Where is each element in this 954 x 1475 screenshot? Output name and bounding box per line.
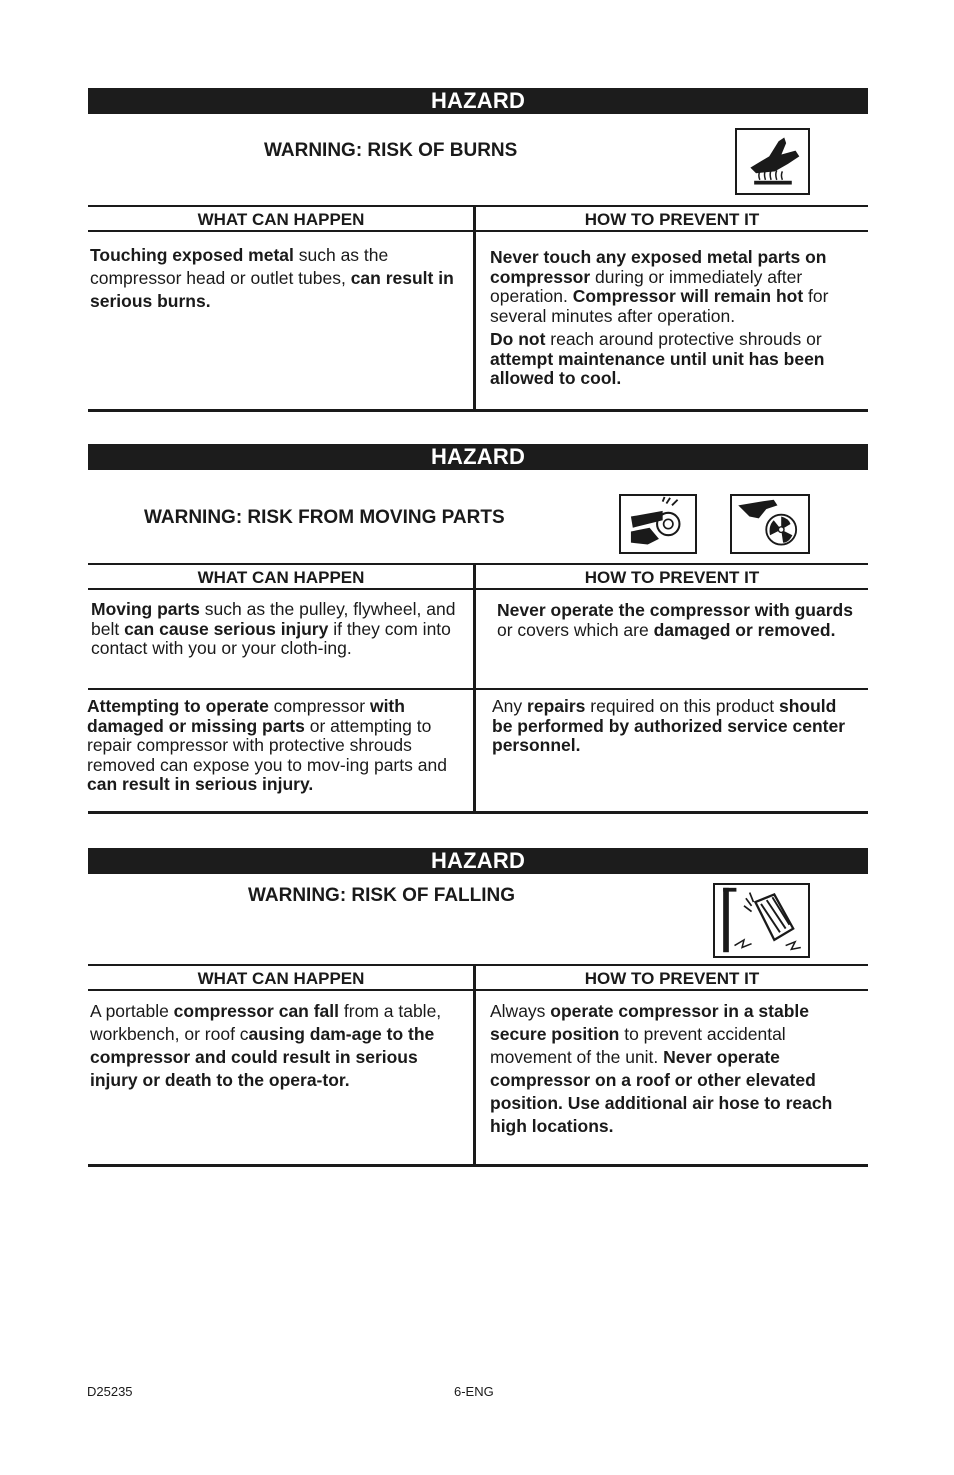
body-text: or attempting to repair compressor with protective shrouds removed can expose you to mov-ing parts and [87, 715, 447, 775]
cell-what-burns [90, 244, 462, 313]
cell-how-burns [490, 248, 858, 389]
emphasis-text: ausing dam-age to the compressor and could result in serious injury or death to the opera-tor. [90, 1024, 435, 1090]
prevention-paragraph [490, 1000, 862, 1138]
emphasis-text: compressor can fall [173, 1001, 340, 1021]
cell-what-moving-parts [91, 600, 463, 659]
emphasis-text: damaged or removed. [653, 619, 836, 640]
hazard-banner: HAZARD [88, 848, 868, 874]
column-header-what: WHAT CAN HAPPEN [197, 210, 365, 229]
body-text: required on this product [585, 696, 779, 716]
hazard-banner: HAZARD [88, 88, 868, 114]
prevention-paragraph [490, 330, 858, 389]
warning-title-burns: WARNING: RISK OF BURNS [264, 140, 518, 161]
body-text: or covers which are [497, 619, 654, 640]
column-header-what: WHAT CAN HAPPEN [197, 969, 365, 988]
emphasis-text: with damaged or missing parts [87, 696, 405, 736]
body-text: Always [490, 1001, 551, 1021]
belt-entanglement-icon [619, 494, 697, 554]
hot-surface-icon [735, 128, 810, 195]
column-header-how: HOW TO PREVENT IT [584, 568, 760, 587]
prevention-paragraph [490, 248, 858, 326]
emphasis-text: attempt maintenance until unit has been allowed to cool. [490, 348, 825, 388]
emphasis-text: should be performed by authorized service center personnel. [492, 696, 846, 755]
emphasis-text: Do not [490, 329, 546, 349]
body-text: such as the pulley, flywheel, and belt [91, 599, 456, 639]
page-number: 6-ENG [454, 1384, 494, 1399]
emphasis-text: repairs [527, 696, 586, 716]
body-text: to prevent accidental movement of the unit. [490, 1024, 786, 1067]
prevention-paragraph [497, 601, 859, 640]
hazard-banner: HAZARD [88, 444, 868, 470]
body-text: compressor [268, 696, 370, 716]
body-text: from a table, workbench, or roof c [90, 1001, 442, 1044]
body-text: if they com into contact with you or your cloth-ing. [91, 618, 451, 658]
emphasis-text: Touching exposed metal [90, 245, 294, 265]
body-text: reach around protective shrouds or [545, 329, 822, 349]
emphasis-text: Never touch any exposed metal parts on compressor [490, 247, 827, 287]
cell-how-damaged-parts [492, 697, 854, 756]
emphasis-text: Never operate compressor on a roof or other elevated position. Use additional air hose to reach high locations. [490, 1047, 833, 1136]
column-header-what: WHAT CAN HAPPEN [197, 568, 365, 587]
fan-blade-icon [730, 494, 810, 554]
cell-how-falling [490, 1000, 862, 1138]
body-text: Any [492, 696, 528, 716]
body-text: such as the compressor head or outlet tubes, [90, 245, 389, 288]
warning-title-falling: WARNING: RISK OF FALLING [248, 885, 516, 906]
emphasis-text: can result in serious injury. [87, 774, 314, 794]
emphasis-text: Compressor will remain hot [572, 286, 804, 306]
warning-title-moving-parts: WARNING: RISK FROM MOVING PARTS [144, 507, 505, 528]
body-text: for several minutes after operation. [490, 286, 829, 326]
cell-how-moving-parts [497, 601, 859, 640]
emphasis-text: operate compressor in a stable secure position [490, 1001, 810, 1044]
emphasis-text: can cause serious injury [124, 618, 329, 639]
column-header-how: HOW TO PREVENT IT [584, 210, 760, 229]
emphasis-text: Moving parts [91, 599, 200, 619]
emphasis-text: can result in serious burns. [90, 268, 454, 311]
cell-what-damaged-parts [87, 697, 463, 795]
column-header-how: HOW TO PREVENT IT [584, 969, 760, 988]
falling-object-icon [713, 883, 810, 958]
prevention-paragraph [492, 697, 854, 756]
cell-what-falling [90, 1000, 462, 1092]
document-number: D25235 [87, 1384, 133, 1399]
emphasis-text: Attempting to operate [87, 696, 269, 716]
body-text: A portable [90, 1001, 174, 1021]
emphasis-text: Never operate the compressor with guards [497, 600, 853, 620]
body-text: during or immediately after operation. [490, 266, 803, 306]
